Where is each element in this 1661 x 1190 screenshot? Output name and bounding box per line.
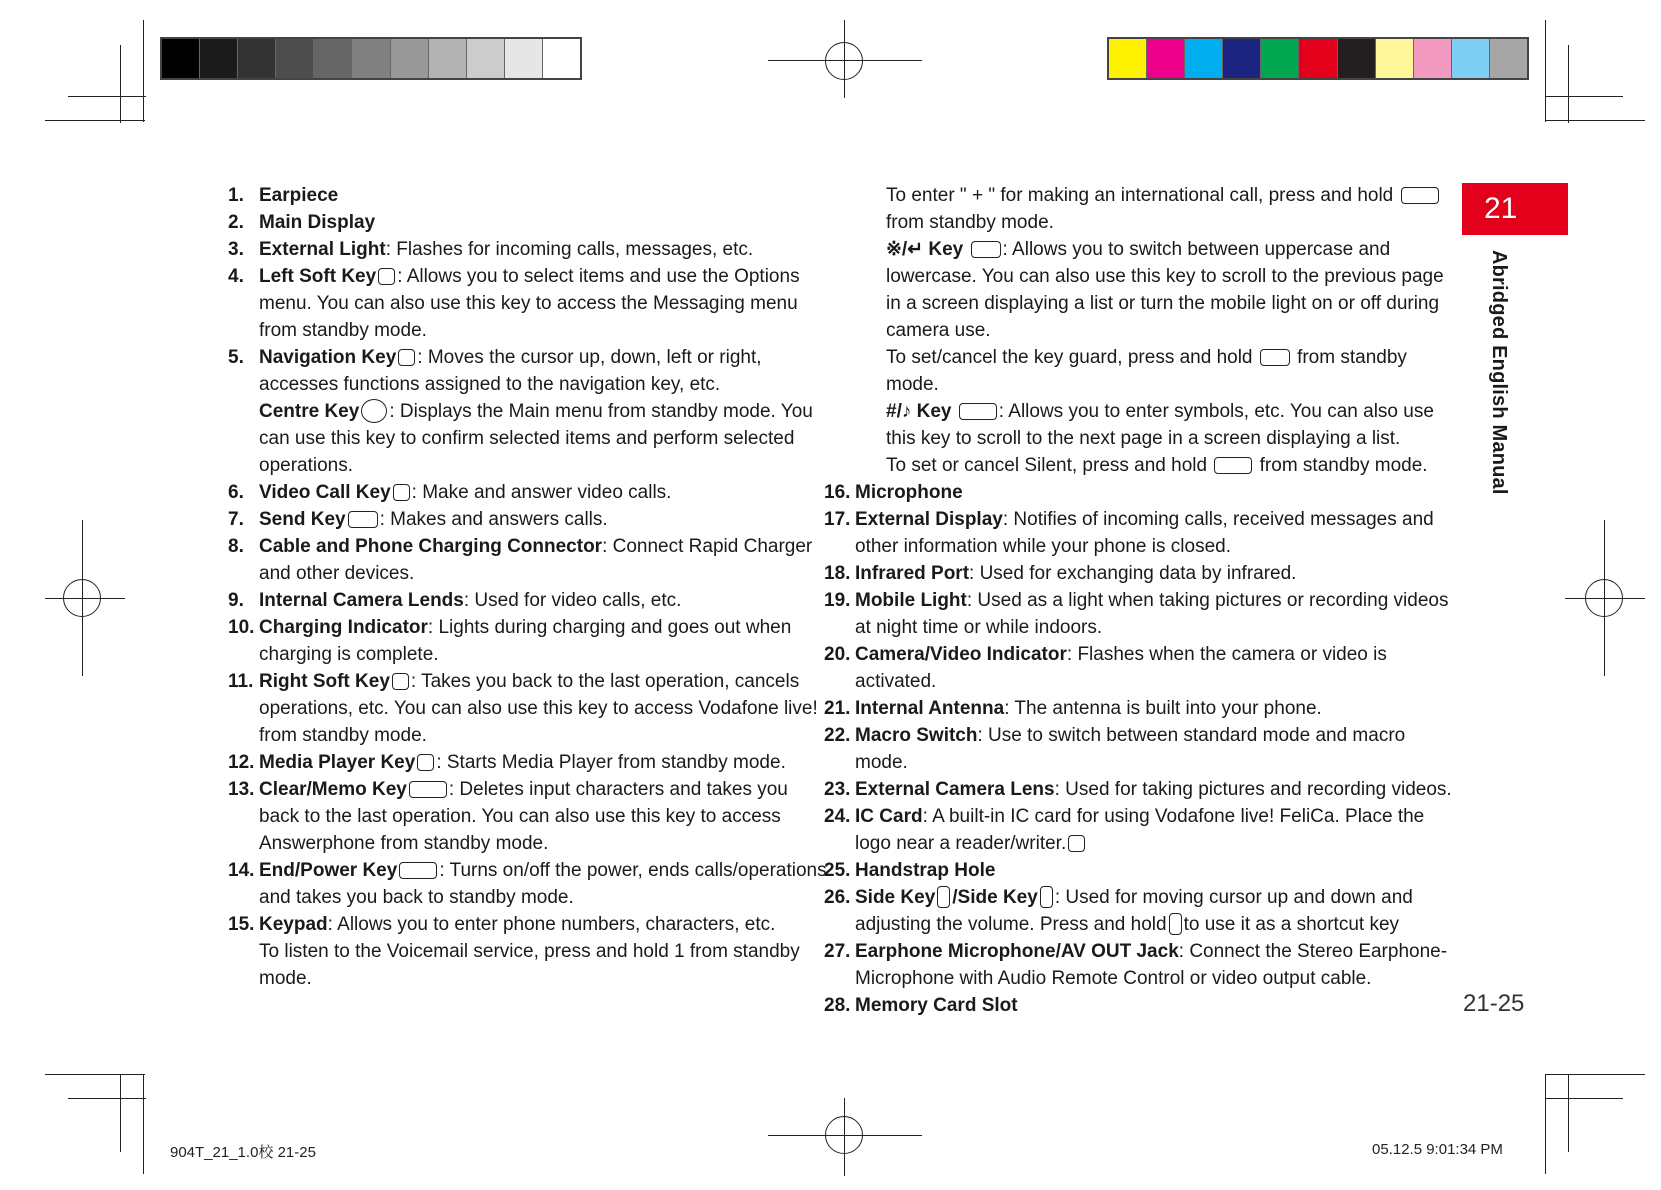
color-swatch [200,39,238,78]
item-number: 22. [824,725,851,746]
list-item [228,479,828,506]
zero-key-icon [1401,187,1439,204]
list-item [228,668,828,749]
list-item [824,938,1455,992]
chapter-side-title: Abridged English Manual [1488,250,1510,495]
item-description: : Flashes when the camera or video is activated. [855,644,1387,692]
right-soft-key-icon [392,673,409,690]
color-swatch [1338,39,1376,78]
page-number: 21-25 [1463,990,1525,1017]
list-item [824,587,1455,641]
item-description-secondary: to use it as a shortcut key [1183,914,1400,935]
key-guard-note: To set/cancel the key guard, press and hold from standby mode. [886,347,1407,395]
item-term: External Display [855,509,1003,530]
item-number: 21. [824,698,851,719]
list-item [228,182,828,209]
item-description: : Takes you back to the last operation, cancels operations, etc. You can also use this key to access Vodafone live! from standby mode. [259,671,818,746]
item-term: Send Key [259,509,346,530]
item-number: 16. [824,482,851,503]
left-soft-key-icon [378,268,395,285]
item-description: : Moves the cursor up, down, left or right, accesses functions assigned to the navigation key, etc. [259,347,762,395]
color-swatch [1185,39,1223,78]
left-column [228,182,828,992]
item-description: : Used as a light when taking pictures or recording videos at night time or while indoors. [855,590,1449,638]
navigation-key-icon [398,349,415,366]
item-description: : Used for exchanging data by infrared. [969,563,1297,584]
item-term: External Camera Lens [855,779,1055,800]
color-swatch [543,39,580,78]
hash-key-icon [959,403,997,420]
item-number: 11. [228,671,254,692]
centre-key-term: Centre Key [259,401,360,422]
color-swatch [429,39,467,78]
item-term: Microphone [855,482,963,503]
item-term: End/Power Key [259,860,398,881]
intl-call-note: To enter " + " for making an international call, press and hold from standby mode. [855,182,1455,236]
item-description: : Notifies of incoming calls, received messages and other information while your phone is closed. [855,509,1434,557]
item-number: 9. [228,590,244,611]
item-number: 6. [228,482,244,503]
color-swatch [276,39,314,78]
item-number: 13. [228,779,255,800]
color-swatch [1452,39,1490,78]
footer-right: 05.12.5 9:01:34 PM [1372,1141,1503,1158]
item-term: Media Player Key [259,752,416,773]
hash-key-entry: #/♪ Key : Allows you to enter symbols, etc. You can also use this key to scroll to the next page in a screen displaying a list. [886,401,1434,449]
item-description: : The antenna is built into your phone. [1004,698,1322,719]
list-item [228,749,828,776]
item-description: : Flashes for incoming calls, messages, etc. [385,239,754,260]
item-term: External Light [259,239,386,260]
item-term: Macro Switch [855,725,978,746]
item-term: Internal Camera Lends [259,590,464,611]
item-description: : Make and answer video calls. [411,482,672,503]
item-description: : Use to switch between standard mode and macro mode. [855,725,1406,773]
item-number: 17. [824,509,851,530]
color-swatch [314,39,352,78]
video-call-key-icon [393,484,410,501]
color-swatch [1109,39,1147,78]
list-item [824,560,1455,587]
centre-key-icon [361,399,387,423]
color-swatch [1299,39,1337,78]
item-term: Cable and Phone Charging Connector [259,536,603,557]
side-key-up-icon [937,886,950,908]
list-item [824,992,1455,1019]
item-number: 26. [824,887,851,908]
item-number: 25. [824,860,851,881]
footer-left: 904T_21_1.0校 21-25 [170,1144,316,1161]
list-item [228,236,828,263]
star-key-icon [1260,349,1290,366]
item-description: : A built-in IC card for using Vodafone live! FeliCa. Place the logo near a reader/writer. [855,806,1425,854]
list-item [824,722,1455,776]
centre-key-description: : Displays the Main menu from standby mode. You can use this key to confirm selected items and perform selected operations. [259,401,813,476]
item-number: 27. [824,941,851,962]
list-item [824,695,1455,722]
item-description: : Starts Media Player from standby mode. [436,752,786,773]
list-item [824,884,1455,938]
color-swatch [1147,39,1185,78]
color-bar [1107,37,1529,80]
item-number: 1. [228,185,244,206]
color-swatch [162,39,200,78]
list-item [824,641,1455,695]
item-term-secondary: /Side Key [952,887,1038,908]
item-description: : Connect the Stereo Earphone-Microphone with Audio Remote Control or video output cable. [855,941,1448,989]
list-item [228,614,828,668]
side-key-up-icon [1169,913,1182,935]
list-item [228,344,828,398]
item-term: Side Key [855,887,936,908]
item-description: : Lights during charging and goes out when charging is complete. [259,617,792,665]
item-number: 5. [228,347,244,368]
color-swatch [1414,39,1452,78]
voicemail-note: To listen to the Voicemail service, press and hold 1 from standby mode. [259,941,800,989]
item-term: Earphone Microphone/AV OUT Jack [855,941,1179,962]
item-term: Camera/Video Indicator [855,644,1067,665]
color-swatch [238,39,276,78]
item-description: : Used for taking pictures and recording videos. [1054,779,1452,800]
right-entry-list [824,479,1455,1019]
item-number: 8. [228,536,244,557]
item-number: 7. [228,509,244,530]
item-term: Internal Antenna [855,698,1005,719]
item-term: Handstrap Hole [855,860,996,881]
media-player-key-icon [417,754,434,771]
send-key-icon [348,511,378,528]
item-term: Memory Card Slot [855,995,1018,1016]
side-key-down-icon [1040,886,1053,908]
color-swatch [505,39,543,78]
right-column [824,182,1455,1019]
color-swatch [1261,39,1299,78]
list-item [228,263,828,344]
item-term: Earpiece [259,185,339,206]
list-item [228,209,828,236]
color-swatch [1490,39,1527,78]
item-description: : Makes and answers calls. [379,509,608,530]
item-term: Clear/Memo Key [259,779,407,800]
list-item [824,479,1455,506]
chapter-tab: 21 [1462,183,1568,235]
list-item [228,911,828,938]
color-swatch [391,39,429,78]
item-number: 2. [228,212,244,233]
item-term: Left Soft Key [259,266,377,287]
silent-note: To set or cancel Silent, press and hold from standby mode. [886,455,1428,476]
item-number: 24. [824,806,851,827]
list-item [824,506,1455,560]
list-item [228,776,828,857]
item-description: : Connect Rapid Charger and other devices. [259,536,813,584]
list-item [824,776,1455,803]
item-description: : Allows you to enter phone numbers, characters, etc. [327,914,776,935]
color-swatch [1376,39,1414,78]
list-item [228,533,828,587]
item-number: 18. [824,563,851,584]
list-item [228,506,828,533]
item-number: 4. [228,266,244,287]
hash-key-icon [1214,457,1252,474]
item-term: Right Soft Key [259,671,390,692]
item-number: 20. [824,644,851,665]
item-term: Main Display [259,212,376,233]
list-item [824,857,1455,884]
item-term: Infrared Port [855,563,970,584]
end-power-key-icon [399,862,437,879]
item-description: : Used for video calls, etc. [463,590,682,611]
clear-key-icon [409,781,447,798]
item-term: Mobile Light [855,590,967,611]
centre-key-entry [228,398,828,479]
item-description: : Deletes input characters and takes you back to the last operation. You can also use this key to access Answerphone from standby mode. [259,779,788,854]
item-term: Charging Indicator [259,617,428,638]
item-term: Navigation Key [259,347,397,368]
color-swatch [352,39,390,78]
item-description: : Used for moving cursor up and down and adjusting the volume. Press and hold [855,887,1413,935]
color-swatch [1223,39,1261,78]
item-description: : Allows you to select items and use the Options menu. You can also use this key to access the Messaging menu from standby mode. [259,266,800,341]
star-key-entry: ※/↵ Key : Allows you to switch between uppercase and lowercase. You can also use this key to scroll to the previous page in a screen displaying a list or turn the mobile light on or off during camera use. [886,239,1444,341]
list-item [824,803,1455,857]
item-number: 3. [228,239,244,260]
felica-logo-icon [1068,835,1085,852]
item-number: 12. [228,752,255,773]
item-description: : Turns on/off the power, ends calls/operations and takes you back to standby mode. [259,860,827,908]
item-term: Keypad [259,914,328,935]
item-number: 23. [824,779,851,800]
list-item [228,857,828,911]
item-number: 10. [228,617,255,638]
item-number: 28. [824,995,851,1016]
item-number: 14. [228,860,255,881]
item-term: Video Call Key [259,482,391,503]
item-term: IC Card [855,806,923,827]
grayscale-bar [160,37,582,80]
color-swatch [467,39,505,78]
list-item [228,587,828,614]
item-number: 19. [824,590,851,611]
star-key-icon [971,241,1001,258]
item-number: 15. [228,914,255,935]
